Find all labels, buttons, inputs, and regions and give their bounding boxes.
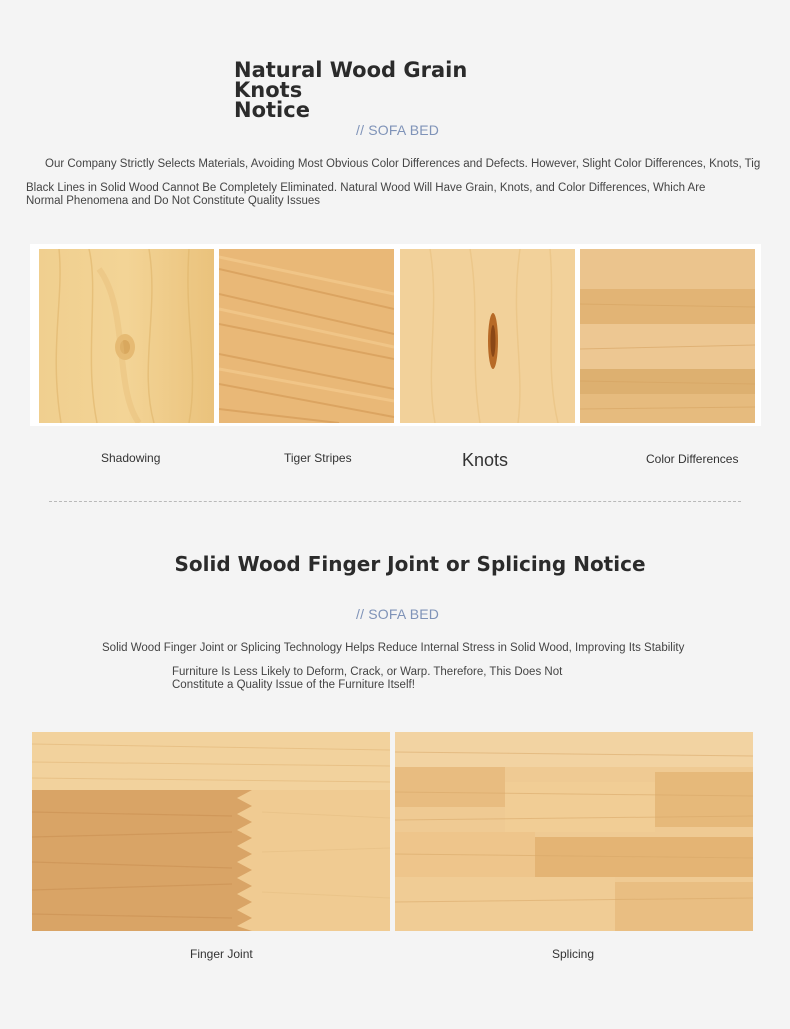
caption-knots: Knots	[462, 450, 509, 470]
section1-title-line1: Natural Wood Grain Knots	[234, 58, 468, 102]
section2-para-line3: Constitute a Quality Issue of the Furniture Itself!	[172, 679, 415, 691]
wood-photo-splicing	[395, 732, 753, 931]
caption-shadowing: Shadowing	[101, 451, 161, 465]
wood-photo-knots	[400, 249, 575, 423]
caption-finger-joint: Finger Joint	[190, 947, 253, 961]
caption-tiger-stripes: Tiger Stripes	[284, 451, 352, 465]
section1-tag: // SOFA BED	[356, 122, 440, 138]
section1-para-line2: Black Lines in Solid Wood Cannot Be Completely Eliminated. Natural Wood Will Have Grain, Knots, and Color Differences, Which Are	[26, 182, 706, 194]
section2-tag: // SOFA BED	[356, 606, 440, 622]
caption-color-differences: Color Differences	[646, 452, 739, 466]
wood-photo-tiger-stripes	[219, 249, 394, 423]
section1-title	[234, 60, 534, 120]
wood-sample-strip	[30, 244, 761, 426]
section2-para-line1: Solid Wood Finger Joint or Splicing Technology Helps Reduce Internal Stress in Solid Wood, Improving Its Stability	[102, 642, 685, 654]
section2-title: Solid Wood Finger Joint or Splicing Notice	[174, 552, 646, 576]
section2-para-line2: Furniture Is Less Likely to Deform, Crack, or Warp. Therefore, This Does Not	[172, 666, 563, 678]
section1-title-line2: Notice	[234, 98, 310, 122]
section1-para-line1: Our Company Strictly Selects Materials, Avoiding Most Obvious Color Differences and Defects. However, Slight Color Differences, Knots, Tig	[45, 158, 761, 170]
wood-photo-finger-joint	[32, 732, 390, 931]
wood-photo-shadowing	[39, 249, 214, 423]
caption-splicing: Splicing	[552, 947, 595, 961]
section-divider	[49, 501, 741, 502]
wood-photo-color-differences	[580, 249, 755, 423]
section1-para-line3: Normal Phenomena and Do Not Constitute Quality Issues	[26, 195, 321, 207]
